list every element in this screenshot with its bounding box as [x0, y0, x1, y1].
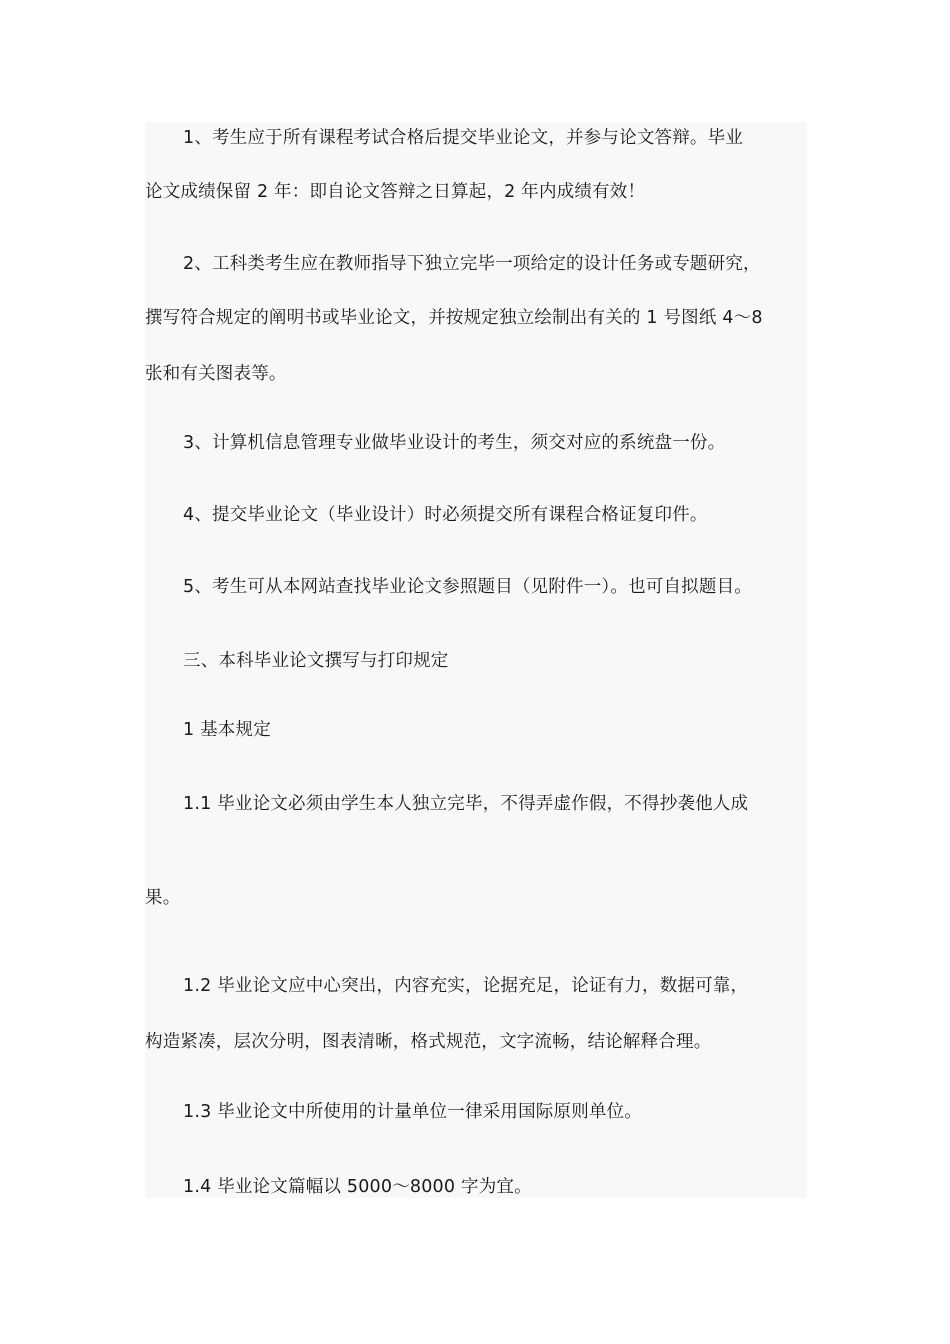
item-1-4: 1.4 毕业论文篇幅以 5000～8000 字为宜。 [183, 1177, 532, 1197]
item-1-2-line-1: 1.2 毕业论文应中心突出，内容充实，论据充足，论证有力，数据可靠， [183, 976, 749, 996]
paragraph-2-line-3: 张和有关图表等。 [145, 364, 287, 384]
paragraph-4: 4、提交毕业论文（毕业设计）时必须提交所有课程合格证复印件。 [183, 505, 708, 525]
item-1-3: 1.3 毕业论文中所使用的计量单位一律采用国际原则单位。 [183, 1102, 642, 1122]
subsection-heading: 1 基本规定 [183, 720, 271, 740]
paragraph-3: 3、计算机信息管理专业做毕业设计的考生，须交对应的系统盘一份。 [183, 433, 726, 453]
item-1-2-line-2: 构造紧凑，层次分明，图表清晰，格式规范，文字流畅，结论解释合理。 [145, 1032, 712, 1052]
item-1-1-line-2: 果。 [145, 888, 181, 908]
item-1-1-line-1: 1.1 毕业论文必须由学生本人独立完毕，不得弄虚作假，不得抄袭他人成 [183, 794, 749, 814]
paragraph-5: 5、考生可从本网站查找毕业论文参照题目（见附件一）。也可自拟题目。 [183, 577, 752, 597]
paragraph-2-line-2: 撰写符合规定的阐明书或毕业论文，并按规定独立绘制出有关的 1 号图纸 4～8 [145, 308, 763, 328]
paragraph-2-line-1: 2、工科类考生应在教师指导下独立完毕一项给定的设计任务或专题研究， [183, 254, 761, 274]
section-heading: 三、本科毕业论文撰写与打印规定 [183, 651, 449, 671]
paragraph-1-line-2: 论文成绩保留 2 年：即自论文答辩之日算起，2 年内成绩有效！ [145, 182, 646, 202]
paragraph-1-line-1: 1、考生应于所有课程考试合格后提交毕业论文，并参与论文答辩。毕业 [183, 128, 744, 148]
